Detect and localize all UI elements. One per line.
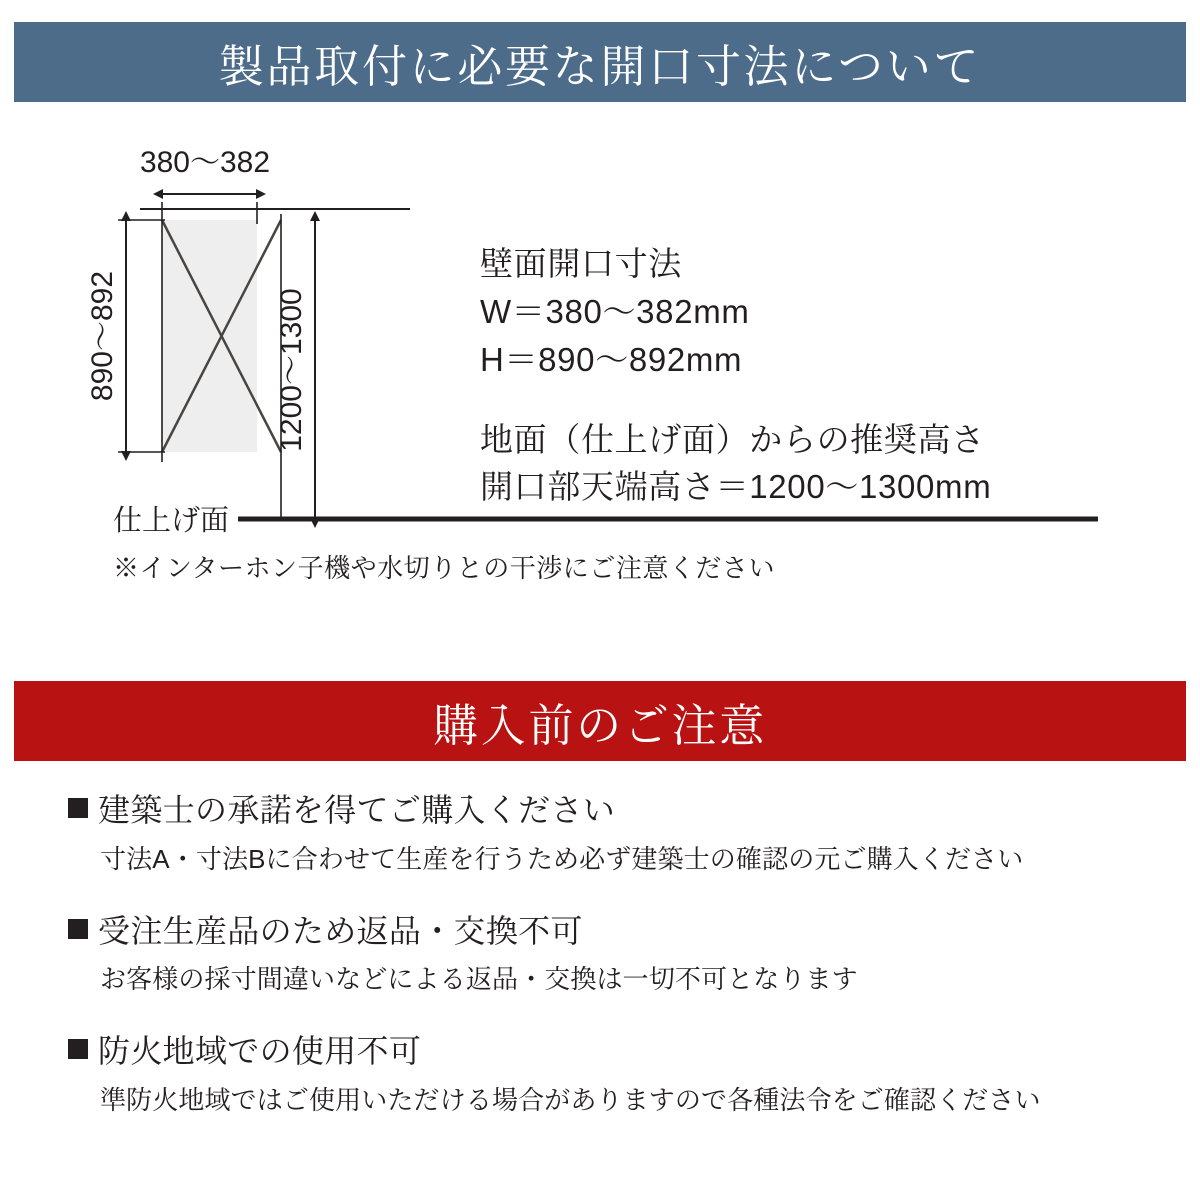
notice-headline-text: 防火地域での使用不可 — [98, 1033, 422, 1070]
notice-section-header — [14, 681, 1186, 761]
notice-detail: 準防火地域ではご使用いただける場合がありますので各種法令をご確認ください — [100, 1084, 1041, 1115]
notice-list — [0, 790, 1200, 1152]
dimension-section-title: 製品取付に必要な開口寸法について — [218, 40, 982, 92]
notice-section-title: 購入前のご注意 — [433, 699, 767, 751]
interference-note: ※インターホン子機や水切りとの干渉にご注意ください — [113, 553, 775, 583]
square-bullet-icon — [68, 919, 88, 939]
notice-item — [0, 790, 1200, 877]
spec-title: 壁面開口寸法 — [480, 245, 682, 282]
notice-detail: お客様の採寸間違いなどによる返品・交換は一切不可となります — [100, 964, 858, 995]
ground-line-label: 仕上げ面 — [113, 505, 230, 537]
opening-spec-text — [480, 240, 1180, 511]
notice-item — [0, 1031, 1200, 1118]
notice-detail: 寸法A・寸法Bに合わせて生産を行うため必ず建築士の確認の元ご購入ください — [100, 843, 1024, 874]
dimension-section-header — [14, 22, 1186, 102]
notice-headline — [68, 911, 1200, 953]
spec-recommend-value: 開口部天端高さ＝1200〜1300mm — [480, 468, 992, 506]
notice-headline-text: 建築士の承諾を得てご購入ください — [98, 792, 616, 828]
spec-recommend-title: 地面（仕上げ面）からの推奨高さ — [480, 420, 985, 458]
notice-headline-text: 受注生産品のため返品・交換不可 — [98, 912, 583, 949]
notice-headline — [68, 790, 1200, 832]
height-dimension-label: 890〜892 — [86, 270, 119, 402]
notice-item — [0, 911, 1200, 998]
spec-width: W＝380〜382mm — [480, 292, 750, 330]
square-bullet-icon — [68, 1039, 88, 1059]
width-dimension-label: 380〜382 — [139, 146, 271, 179]
notice-headline — [68, 1031, 1200, 1073]
square-bullet-icon — [68, 798, 88, 818]
spec-height: H＝890〜892mm — [480, 340, 743, 378]
opening-rect — [162, 220, 257, 452]
mounting-height-label: 1200〜1300 — [275, 288, 308, 452]
